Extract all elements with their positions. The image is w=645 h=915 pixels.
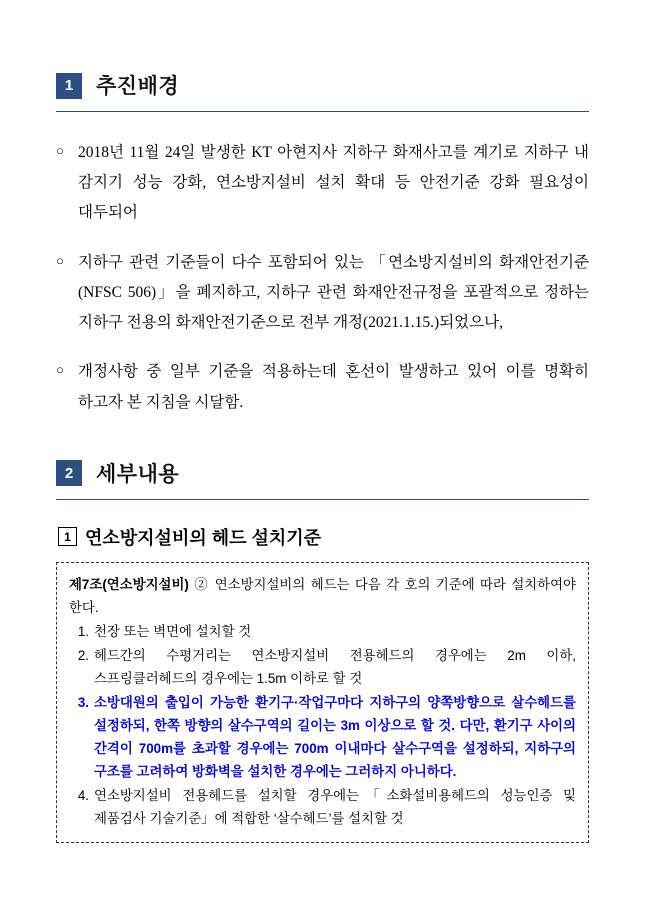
regulation-item-number: 2. — [77, 647, 89, 663]
section-number-badge: 1 — [56, 73, 82, 99]
regulation-item-text: 소방대원의 출입이 가능한 환기구·작업구마다 지하구의 양쪽방향으로 살수헤드를 설정하되, 한쪽 방향의 살수구역의 길이는 3m 이상으로 할 것. 다만, 환기구 사이의 간격이 700m를 초과할 경우에는 700m 이내마다 살수구역을 설정하되, 지하구의 구조를 고려하여 방화벽을 설치한 경우에는 그러하지 아니하다. — [94, 694, 576, 780]
regulation-item-number: 3. — [77, 694, 89, 710]
sub-heading — [58, 524, 589, 550]
sub-heading-number: 1 — [58, 527, 77, 546]
regulation-item-number: 4. — [77, 788, 89, 804]
section-divider-2 — [56, 499, 589, 500]
regulation-item — [69, 620, 576, 643]
regulation-item-text: 헤드간의 수평거리는 연소방지설비 전용헤드의 경우에는 2m 이하, 스프링클러헤드의 경우에는 1.5m 이하로 할 것 — [94, 647, 576, 686]
regulation-item — [69, 644, 576, 690]
bullet-text: 개정사항 중 일부 기준을 적용하는데 혼선이 발생하고 있어 이를 명확히 하고자 본 지침을 시달함. — [78, 363, 589, 411]
section-title: 추진배경 — [96, 75, 180, 98]
sub-heading-label: 연소방지설비의 헤드 설치기준 — [85, 527, 322, 548]
regulation-article-label: 제7조(연소방지설비) — [69, 576, 189, 592]
section-number-badge: 2 — [56, 460, 82, 486]
regulation-item-text: 연소방지설비 전용헤드를 설치할 경우에는「소화설비용헤드의 성능인증 및 제품검사 기술기준」에 적합한 ‘살수헤드’를 설치할 것 — [94, 788, 576, 827]
bullet-paragraph — [56, 248, 589, 339]
bullet-paragraph — [56, 138, 589, 229]
section-divider-1 — [56, 111, 589, 112]
bullet-paragraph — [56, 357, 589, 417]
section-title: 세부내용 — [96, 462, 180, 486]
regulation-intro — [69, 573, 576, 619]
regulation-item — [69, 784, 576, 830]
bullet-marker: ○ — [56, 362, 64, 378]
regulation-item-text: 천장 또는 벽면에 설치할 것 — [94, 623, 252, 639]
regulation-quote-box — [56, 562, 589, 844]
regulation-intro-text: ② 연소방지설비의 헤드는 다음 각 호의 기준에 따라 설치하여야 한다. — [69, 576, 576, 615]
regulation-item-highlighted — [69, 691, 576, 783]
bullet-marker: ○ — [56, 143, 64, 158]
bullet-marker: ○ — [56, 252, 64, 268]
section-heading-1 — [56, 70, 589, 101]
bullet-text: 지하구 관련 기준들이 다수 포함되어 있는 「연소방지설비의 화재안전기준(NFSC 506)」을 폐지하고, 지하구 관련 화재안전규정을 포괄적으로 정하는 지하구 전용의 화재안전기준으로 전부 개정(2021.1.15.)되었으나, — [78, 253, 589, 332]
bullet-text: 2018년 11월 24일 발생한 KT 아현지사 지하구 화재사고를 계기로 지하구 내 감지기 성능 강화, 연소방지설비 설치 확대 등 안전기준 강화 필요성이 대두되어 — [78, 144, 589, 222]
section-heading-2 — [56, 458, 589, 489]
regulation-item-number: 1. — [77, 623, 89, 639]
